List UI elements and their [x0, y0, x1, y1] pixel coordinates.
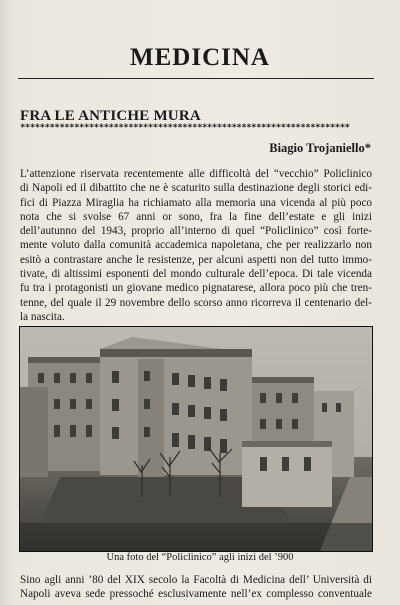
article-paragraph-1 — [20, 167, 372, 324]
paragraph-line: esitò a contrastare anche le resistenze, per alcuni aspetti non del tutto immo- — [20, 253, 372, 266]
paragraph-line: fici di Piazza Miraglia ha richiamato alla memoria una vicenda al più poco — [20, 196, 372, 209]
article-paragraph-2 — [20, 573, 372, 602]
article-author: Biagio Trojaniello* — [269, 141, 371, 155]
section-title: MEDICINA — [130, 44, 270, 71]
paragraph-line: Napoli aveva sede pressoché esclusivamente nell’ex complesso conventuale — [20, 588, 372, 601]
article-headline: FRA LE ANTICHE MURA — [20, 108, 201, 124]
paragraph-line: L’attenzione riservata recentemente alle difficoltà del “vecchio” Policlinico — [20, 168, 372, 180]
paragraph-line: Sino agli anni ’80 del XIX secolo la Facoltà di Medicina dell’ Università di — [20, 574, 372, 586]
paragraph-line: dell’autunno del 1943, proprio all’interno di quel “Policlinico” così forte- — [20, 225, 372, 238]
asterisk-divider: ******************************************************************* — [20, 123, 350, 133]
paragraph-line: la nascita. — [20, 310, 65, 323]
paragraph-line: fu tra i protagonisti un giovane medico pignatarese, allora poco più che tren- — [20, 282, 372, 295]
paragraph-line: tenne, del quale il 29 novembre dello scorso anno ricorreva il centenario del- — [20, 296, 372, 309]
photo-illustration — [20, 327, 372, 551]
photo-caption: Una foto del “Policlinico” agli inizi del ’900 — [106, 552, 294, 563]
paragraph-line: di Napoli ed il dibattito che ne è scaturito sulla destinazione degli storici edi- — [20, 182, 372, 195]
historic-building-photo — [19, 326, 373, 552]
paragraph-line: tivate, di altissimi esponenti del mondo culturale dell’epoca. Di tale vicenda — [20, 268, 372, 281]
paragraph-line: nota che si svolse 67 anni or sono, fra la fine dell’estate e gli inizi — [20, 210, 372, 223]
title-rule — [18, 78, 374, 79]
paragraph-line: mente voluto dalla comunità accademica napoletana, che per realizzarlo non — [20, 239, 372, 252]
